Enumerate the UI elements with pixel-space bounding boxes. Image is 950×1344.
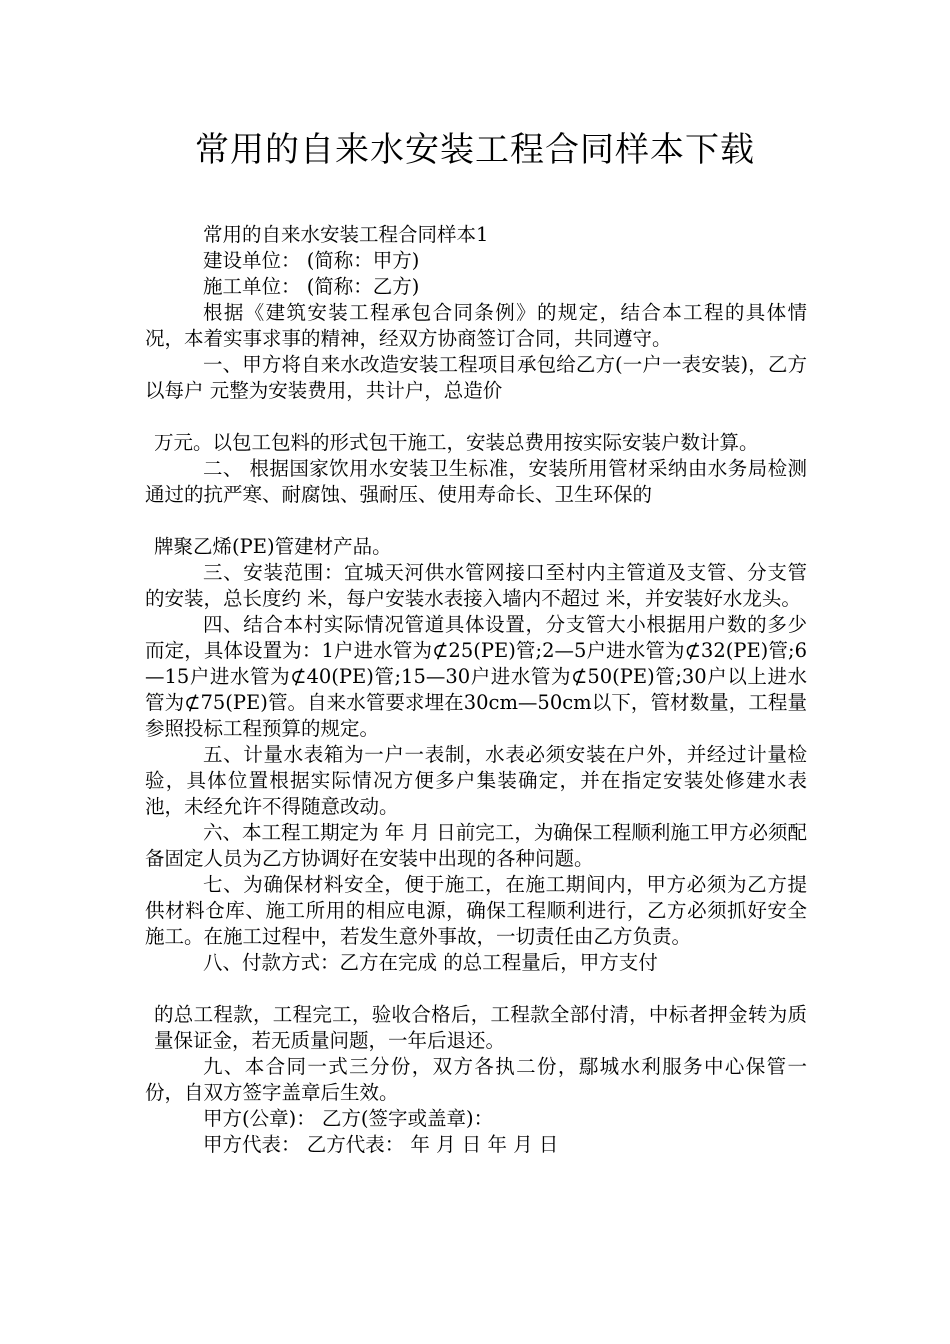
document-body [145, 222, 807, 1158]
preamble-paragraph: 根据《建筑安装工程承包合同条例》的规定，结合本工程的具体情况，本着实事求事的精神，经双方协商签订合同，共同遵守。 [145, 301, 807, 350]
clause-4-paragraph: 四、结合本村实际情况管道具体设置，分支管大小根据用户数的多少而定，具体设置为：1户进水管为⊄25(PE)管;2—5户进水管为⊄32(PE)管;6—15户进水管为⊄40(PE)管;15—30户进水管为⊄50(PE)管;30户以上进水管为⊄75(PE)管。自来水管要求埋在30cm—50cm以下，管材数量，工程量参照投标工程预算的规定。 [145, 613, 807, 740]
clause-7-paragraph: 七、为确保材料安全，便于施工，在施工期间内，甲方必须为乙方提供材料仓库、施工所用的相应电源，确保工程顺利进行，乙方必须抓好安全施工。在施工过程中，若发生意外事故，一切责任由乙方负责。 [145, 873, 807, 948]
clause-5-paragraph: 五、计量水表箱为一户一表制，水表必须安装在户外，并经过计量检验，具体位置根据实际情况方便多户集装确定，并在指定安装处修建水表池，未经允许不得随意改动。 [145, 743, 807, 818]
contract-sample-heading: 常用的自来水安装工程合同样本1 [203, 223, 489, 246]
clause-8-continued: 的总工程款，工程完工，验收合格后，工程款全部付清，中标者押金转为质量保证金，若无质量问题，一年后退还。 [154, 1003, 807, 1052]
contractor-party-line: 施工单位： (简称：乙方) [203, 275, 420, 298]
clause-9-paragraph: 九、本合同一式三分份，双方各执二份，鄢城水利服务中心保管一份，自双方签字盖章后生效。 [145, 1055, 807, 1104]
construction-party-line: 建设单位： (简称：甲方) [203, 249, 420, 272]
clause-2-continued: 牌聚乙烯(PE)管建材产品。 [154, 535, 392, 558]
representative-date-line: 甲方代表： 乙方代表： 年 月 日 年 月 日 [203, 1133, 559, 1156]
clause-2-paragraph: 二、 根据国家饮用水安装卫生标准，安装所用管材采纳由水务局检测通过的抗严寒、耐腐蚀、强耐压、使用寿命长、卫生环保的 [145, 457, 807, 506]
clause-8-paragraph: 八、付款方式：乙方在完成 的总工程量后，甲方支付 [203, 951, 658, 974]
clause-1-paragraph: 一、甲方将自来水改造安装工程项目承包给乙方(一户一表安装)，乙方以每户 元整为安装费用，共计户，总造价 [145, 353, 807, 402]
clause-6-paragraph: 六、本工程工期定为 年 月 日前完工，为确保工程顺利施工甲方必须配备固定人员为乙方协调好在安装中出现的各种问题。 [145, 821, 807, 870]
document-title: 常用的自来水安装工程合同样本下载 [195, 130, 755, 170]
seal-line: 甲方(公章)： 乙方(签字或盖章)： [203, 1107, 494, 1130]
clause-1-continued: 万元。以包工包料的形式包干施工，安装总费用按实际安装户数计算。 [154, 431, 759, 454]
clause-3-paragraph: 三、安装范围：宜城天河供水管网接口至村内主管道及支管、分支管的安装，总长度约 米，每户安装水表接入墙内不超过 米，并安装好水龙头。 [145, 561, 807, 610]
